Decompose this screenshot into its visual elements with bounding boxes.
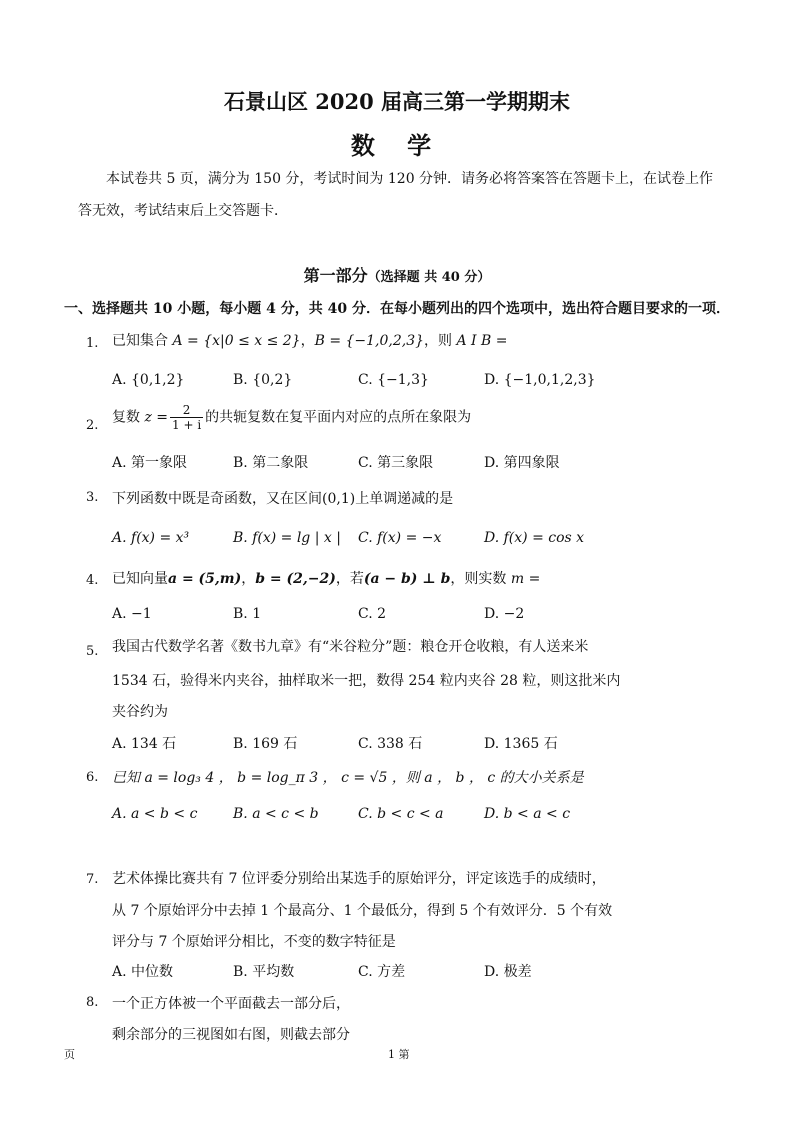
answer-option: C. f(x) = −x [358, 530, 442, 546]
answer-option: A. f(x) = x³ [112, 530, 190, 546]
question-text-part: ，若 [335, 571, 364, 587]
question-text-line: 一个正方体被一个平面截去一部分后， [112, 996, 350, 1012]
question-number: 8. [86, 995, 99, 1010]
question-text-line: 夹谷约为 [112, 704, 168, 720]
question-text: 下列函数中既是奇函数，又在区间(0,1)上单调递减的是 [112, 491, 454, 507]
question-text [112, 330, 508, 350]
answer-option: A. 中位数 [112, 964, 174, 980]
question-text-part: 已知集合 [112, 333, 168, 349]
perpendicular-condition: (a − b) ⊥ b [363, 571, 451, 587]
page-number: 1 第 [388, 1048, 410, 1061]
answer-option: B. 平均数 [233, 964, 295, 980]
answer-option: D. 极差 [484, 964, 532, 980]
answer-option: A. {0,1,2} [112, 372, 185, 388]
question-number: 1. [86, 336, 99, 351]
question-text-part: 已知向量 [112, 571, 168, 587]
answer-option: B. 1 [233, 606, 262, 622]
part-note: （选择题 共 40 分） [367, 270, 491, 285]
fraction [170, 403, 203, 432]
section-instructions: 一、选择题共 10 小题，每小题 4 分，共 40 分．在每小题列出的四个选项中，选出符合题目要求的一项． [64, 301, 730, 317]
question-number: 3. [86, 490, 99, 505]
subject-title: 数 学 [350, 131, 444, 160]
answer-option: D. f(x) = cos x [484, 530, 585, 546]
vector-a: a = (5,m) [168, 571, 242, 587]
answer-option: C. 338 石 [358, 736, 423, 752]
answer-option: B. 169 石 [233, 736, 298, 752]
exam-title: 石景山区 2020 届高三第一学期期末 [223, 89, 571, 114]
answer-option: C. b < c < a [358, 806, 444, 822]
question-number: 2. [86, 418, 99, 433]
question-text [112, 568, 540, 588]
question-text-part: ，则 [424, 333, 453, 349]
fraction-denominator: 1 + i [172, 418, 202, 432]
set-a-expression: A = {x|0 ≤ x ≤ 2} [172, 333, 301, 349]
answer-option: C. {−1,3} [358, 372, 429, 388]
question-text-line: 艺术体操比赛共有 7 位评委分别给出某选手的原始评分，评定该选手的成绩时， [112, 871, 606, 887]
question-text-line: 评分与 7 个原始评分相比，不变的数字特征是 [112, 934, 396, 950]
answer-option: D. 1365 石 [484, 736, 558, 752]
question-text-line: 剩余部分的三视图如右图，则截去部分 [112, 1027, 350, 1043]
complex-z: z = [144, 409, 169, 426]
question-number: 4. [86, 573, 99, 588]
answer-option: D. b < a < c [484, 806, 571, 822]
set-b-expression: B = {−1,0,2,3} [314, 333, 425, 349]
question-text-part: 复数 [112, 409, 140, 426]
answer-option: C. 方差 [358, 964, 406, 980]
fraction-numerator: 2 [170, 403, 203, 418]
question-text [112, 403, 471, 432]
answer-option: C. 2 [358, 606, 387, 622]
intersection-expression: A I B = [456, 333, 508, 349]
footer-left: 页 [64, 1048, 75, 1061]
question-number: 5. [86, 644, 99, 659]
question-text-part: ， [241, 571, 256, 587]
question-text-part: ，则实数 [450, 571, 507, 587]
answer-option: A. −1 [112, 606, 152, 622]
answer-option: D. 第四象限 [484, 455, 560, 471]
answer-option: A. a < b < c [112, 806, 198, 822]
answer-option: D. −2 [484, 606, 525, 622]
question-number: 6. [86, 770, 99, 785]
answer-option: B. f(x) = lg | x | [233, 530, 341, 546]
question-text-part: ， [300, 333, 315, 349]
answer-option: D. {−1,0,1,2,3} [484, 372, 596, 388]
answer-option: A. 134 石 [112, 736, 177, 752]
question-number: 7. [86, 872, 99, 887]
answer-option: A. 第一象限 [112, 455, 188, 471]
question-text-part: 的共轭复数在复平面内对应的点所在象限为 [205, 409, 472, 426]
question-text: 已知 a = log₃ 4 ， b = log_π 3 ， c = √5 ，则 a ， b ， c 的大小关系是 [112, 770, 584, 786]
question-text-line: 我国古代数学名著《数书九章》有“米谷粒分”题：粮仓开仓收粮，有人送来米 [112, 639, 589, 655]
question-text-line: 1534 石，验得米内夹谷，抽样取米一把，数得 254 粒内夹谷 28 粒，则这批米内 [112, 673, 621, 689]
answer-option: C. 第三象限 [358, 455, 434, 471]
answer-option: B. a < c < b [233, 806, 319, 822]
part-title: 第一部分 [303, 266, 368, 285]
vector-b: b = (2,−2) [255, 571, 336, 587]
variable-m: m = [510, 571, 541, 587]
answer-option: B. 第二象限 [233, 455, 309, 471]
answer-option: B. {0,2} [233, 372, 293, 388]
question-text-line: 从 7 个原始评分中去掉 1 个最高分、1 个最低分，得到 5 个有效评分．5 个有效 [112, 903, 613, 919]
exam-instructions: 本试卷共 5 页，满分为 150 分，考试时间为 120 分钟．请务必将答案答在答题卡上，在试卷上作答无效，考试结束后上交答题卡． [78, 171, 714, 219]
part-heading [0, 263, 794, 286]
